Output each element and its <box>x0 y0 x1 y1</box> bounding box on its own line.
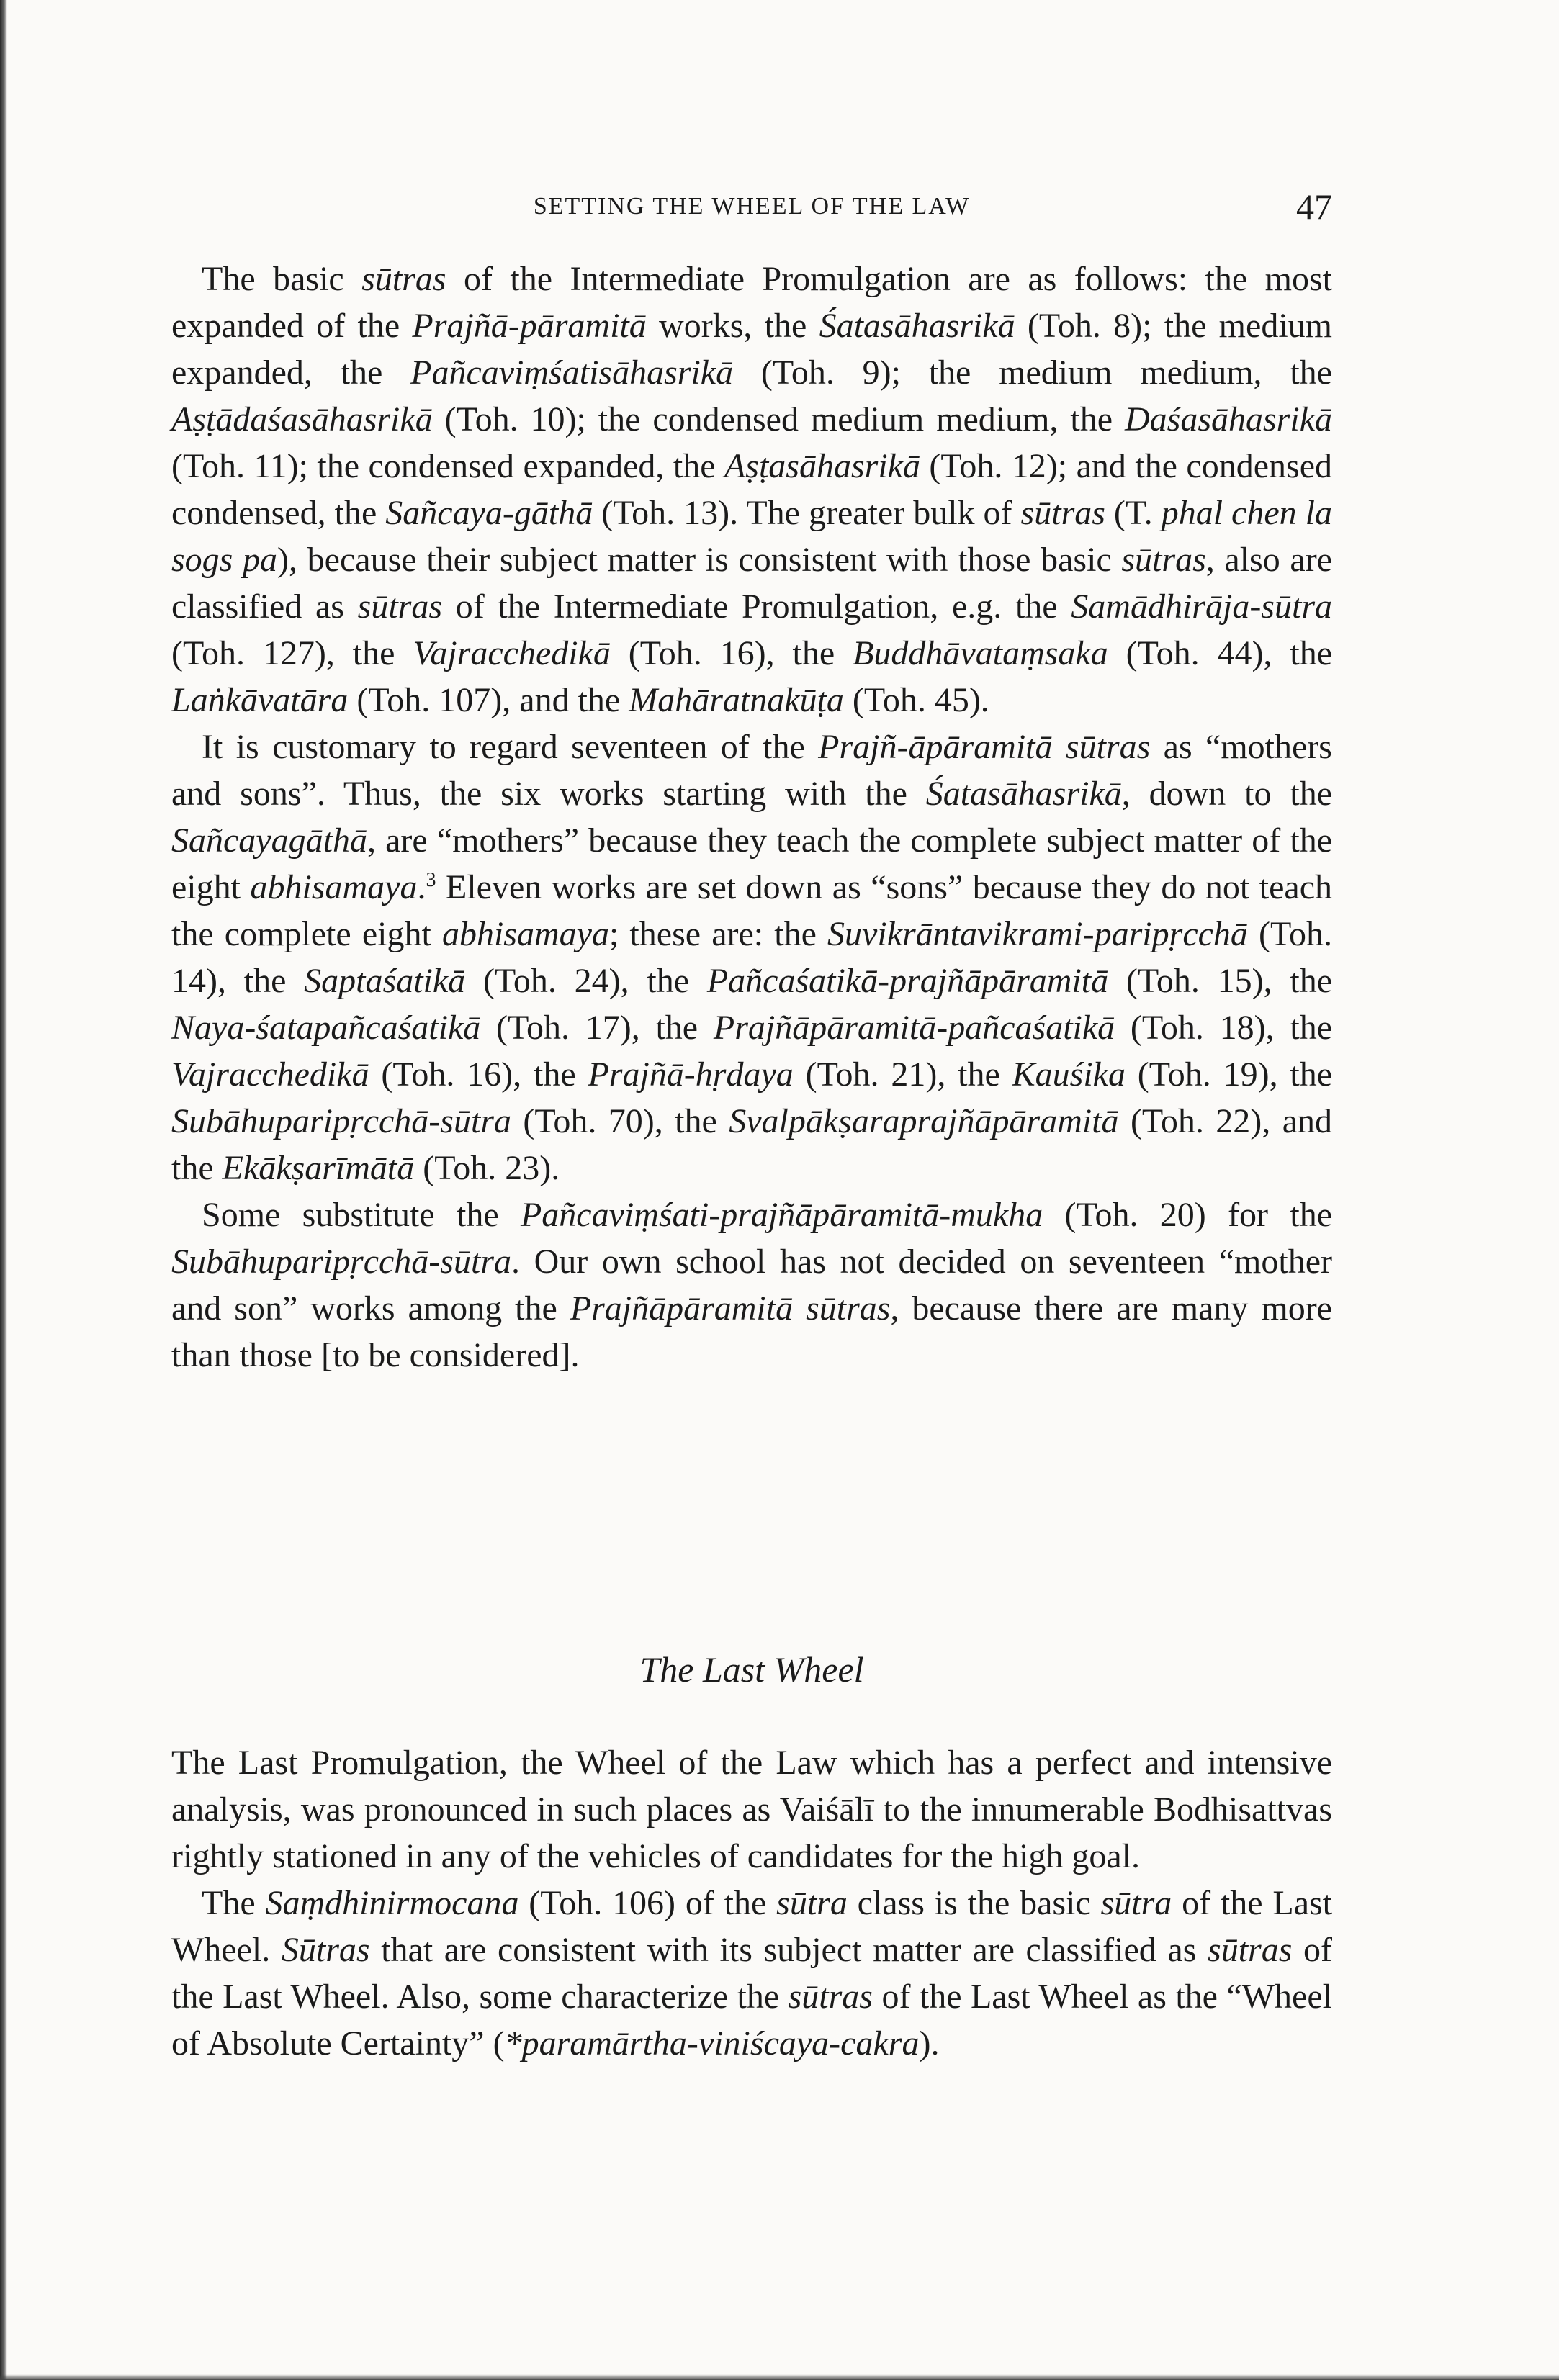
text-run: (Toh. 22), and the <box>171 1102 1332 1187</box>
italic-term: sūtras <box>1121 541 1206 579</box>
italic-term: Mahāratnakūṭa <box>629 681 844 719</box>
text-run: of the Last Wheel as the “Wheel of Absolute Certainty” ( <box>171 1978 1332 2063</box>
italic-term: sūtras <box>357 587 443 626</box>
italic-term: phal chen la sogs pa <box>171 494 1333 579</box>
text-run: (Toh. 16), the <box>610 634 853 672</box>
text-run: . <box>417 868 426 906</box>
text-run: . Our own school has not decided on seventeen “mother and son” works among the <box>171 1243 1332 1328</box>
italic-term: abhisamaya <box>441 915 609 953</box>
italic-term: Vajracchedikā <box>171 1055 369 1094</box>
italic-term: sūtras <box>1208 1931 1293 1969</box>
italic-term: Pañcaviṃśatisāhasrikā <box>410 353 734 392</box>
text-run: (Toh. 12); and the condensed condensed, the <box>171 447 1333 532</box>
text-run: of the Last Wheel. Also, some characterize the <box>171 1931 1333 2016</box>
italic-term: sūtras <box>361 260 446 298</box>
text-run: ), because their subject matter is consistent with those basic <box>277 541 1122 579</box>
text-run: (Toh. 106) of the <box>518 1884 777 1922</box>
text-run: , also are classified as <box>171 541 1332 626</box>
italic-term: Kauśika <box>1012 1055 1126 1094</box>
italic-term: Śatasāhasrikā <box>925 775 1122 813</box>
text-run: ; these are: the <box>608 915 828 953</box>
italic-term: sūtra <box>1100 1884 1172 1922</box>
italic-term: Laṅkāvatāra <box>171 681 349 719</box>
paragraph-some-substitute <box>171 1191 1332 1379</box>
italic-term: Aṣṭasāhasrikā <box>724 447 920 485</box>
page-header <box>171 186 1332 236</box>
scan-edge-left <box>0 0 7 2380</box>
italic-term: Buddhāvataṃsaka <box>853 634 1108 672</box>
body-text-intermediate <box>171 256 1332 1379</box>
text-run: of the Intermediate Promulgation are as follows: the most expanded of the <box>171 260 1332 345</box>
italic-term: Prajñā-hṛdaya <box>588 1055 794 1094</box>
text-run: , are “mothers” because they teach the complete subject matter of the eight <box>171 821 1332 906</box>
italic-term: Vajracchedikā <box>413 634 611 672</box>
italic-term: Pañcaviṃśati-prajñāpāramitā-mukha <box>520 1196 1043 1234</box>
footnote-marker: 3 <box>426 869 436 891</box>
text-run: (Toh. 16), the <box>369 1055 588 1094</box>
text-run: , because there are many more than those [to be considered]. <box>171 1289 1332 1374</box>
italic-term: Saptaśatikā <box>304 962 466 1000</box>
text-run: (Toh. 70), the <box>511 1102 729 1140</box>
body-text-last-wheel <box>171 1739 1332 2067</box>
italic-term: *paramārtha-viniścaya-cakra <box>504 2024 920 2063</box>
text-run: that are consistent with its subject matter are classified as <box>369 1931 1208 1969</box>
text-run: (Toh. 45). <box>843 681 989 719</box>
text-run: (Toh. 8); the medium expanded, the <box>171 307 1332 392</box>
text-run: (Toh. 10); the condensed medium medium, the <box>432 400 1125 438</box>
italic-term: Prajñā-pāramitā <box>412 307 647 345</box>
italic-term: Prajñāpāramitā sūtras <box>570 1289 891 1328</box>
running-head: SETTING THE WHEEL OF THE LAW <box>533 193 971 220</box>
section-heading-last-wheel: The Last Wheel <box>639 1649 864 1690</box>
italic-term: sūtras <box>1020 494 1105 532</box>
text-run: Eleven works are set down as “sons” because they do not teach the complete eight <box>171 868 1332 953</box>
text-run: of the Last Wheel. <box>171 1884 1333 1969</box>
page-number: 47 <box>1296 186 1332 227</box>
italic-term: Saṃdhinirmocana <box>265 1884 519 1922</box>
text-run: (Toh. 44), the <box>1108 634 1333 672</box>
text-run: (Toh. 15), the <box>1108 962 1333 1000</box>
text-run: The basic <box>202 260 362 298</box>
italic-term: Pañcaśatikā-prajñāpāramitā <box>706 962 1109 1000</box>
italic-term: Aṣṭādaśasāhasrikā <box>171 400 433 438</box>
text-run: works, the <box>646 307 819 345</box>
text-run: (Toh. 13). The greater bulk of <box>593 494 1021 532</box>
italic-term: Suvikrāntavikrami-paripṛcchā <box>827 915 1248 953</box>
italic-term: Prajñāpāramitā-pañcaśatikā <box>713 1009 1115 1047</box>
text-run: (Toh. 24), the <box>465 962 707 1000</box>
italic-term: Prajñ-āpāramitā sūtras <box>818 728 1151 766</box>
text-run: of the Intermediate Promulgation, e.g. the <box>442 587 1071 626</box>
paragraph-basic-sutras <box>171 256 1332 724</box>
italic-term: Sañcayagāthā <box>171 821 367 860</box>
text-run: , down to the <box>1121 775 1332 813</box>
text-run: Some substitute the <box>202 1196 521 1234</box>
italic-term: Samādhirāja-sūtra <box>1071 587 1332 626</box>
text-run: (T. <box>1105 494 1162 532</box>
italic-term: Śatasāhasrikā <box>819 307 1015 345</box>
italic-term: Subāhuparipṛcchā-sūtra <box>171 1102 511 1140</box>
text-run: (Toh. 20) for the <box>1043 1196 1333 1234</box>
text-run: ). <box>919 2024 940 2063</box>
italic-term: sūtras <box>788 1978 873 2016</box>
scan-edge-bottom <box>0 2374 1559 2380</box>
text-run: (Toh. 14), the <box>171 915 1333 1000</box>
italic-term: Daśasāhasrikā <box>1124 400 1332 438</box>
italic-term: Sūtras <box>281 1931 370 1969</box>
text-run: (Toh. 127), the <box>171 634 413 672</box>
italic-term: Naya-śatapañcaśatikā <box>171 1009 481 1047</box>
text-run: as “mothers and sons”. Thus, the six works starting with the <box>171 728 1332 813</box>
text-run: (Toh. 23). <box>414 1149 560 1187</box>
paragraph-mothers-and-sons <box>171 724 1332 1191</box>
text-run: (Toh. 17), the <box>480 1009 714 1047</box>
text-run: class is the basic <box>847 1884 1101 1922</box>
italic-term: abhisamaya <box>250 868 418 906</box>
text-run: (Toh. 21), the <box>793 1055 1012 1094</box>
text-run: The <box>202 1884 266 1922</box>
italic-term: Subāhuparipṛcchā-sūtra <box>171 1243 511 1281</box>
text-run: (Toh. 19), the <box>1125 1055 1333 1094</box>
paragraph-samdhinirmocana <box>171 1880 1332 2067</box>
text-run: (Toh. 107), and the <box>348 681 629 719</box>
paragraph-last-promulgation <box>171 1739 1332 1880</box>
text-run: (Toh. 11); the condensed expanded, the <box>171 447 724 485</box>
text-run: (Toh. 18), the <box>1115 1009 1333 1047</box>
italic-term: sūtra <box>776 1884 848 1922</box>
text-run: The Last Promulgation, the Wheel of the Law which has a perfect and intensive analysis, was pronounced in such places as Vaiśālī to the innumerable Bodhisattvas rightly stationed in any of the vehicles of candidates for the high goal. <box>171 1744 1332 1875</box>
text-run: It is customary to regard seventeen of the <box>202 728 819 766</box>
italic-term: Sañcaya-gāthā <box>385 494 593 532</box>
italic-term: Ekākṣarīmātā <box>222 1149 415 1187</box>
italic-term: Svalpākṣaraprajñāpāramitā <box>729 1102 1119 1140</box>
text-run: (Toh. 9); the medium medium, the <box>733 353 1332 392</box>
